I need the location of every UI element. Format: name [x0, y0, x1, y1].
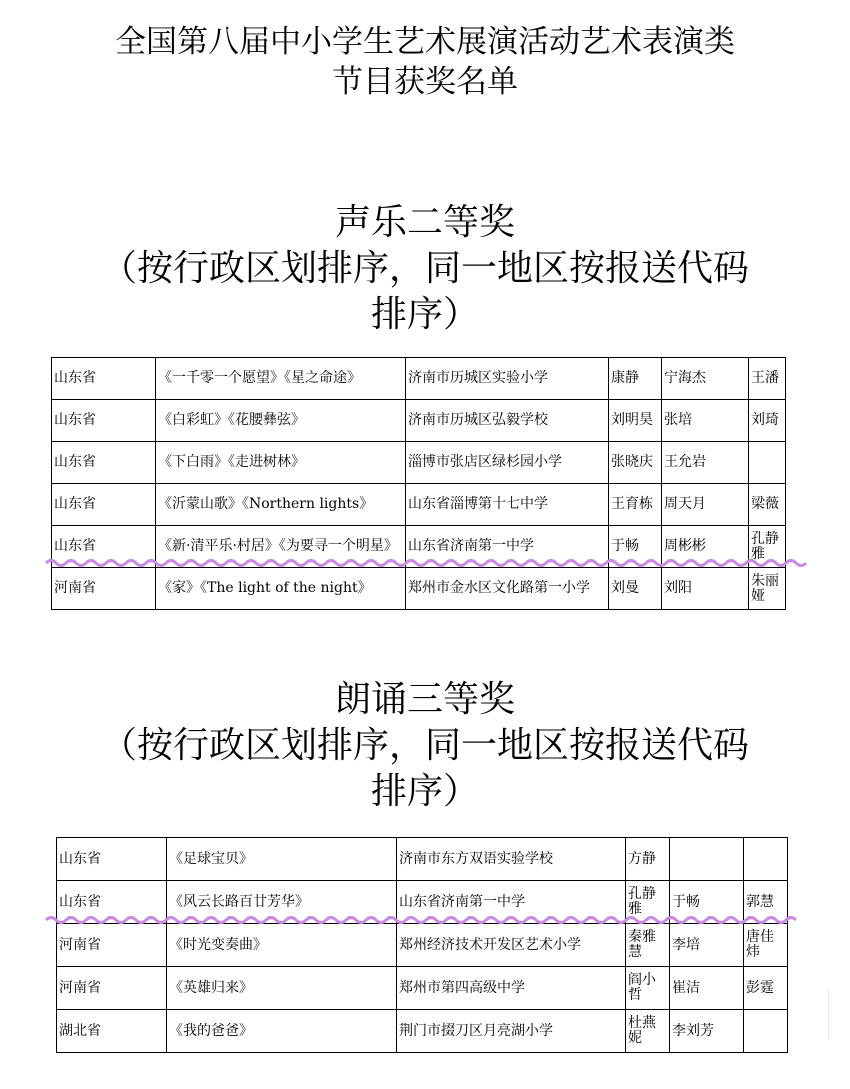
teacher-cell: 王潘	[749, 358, 786, 400]
school-cell: 荆门市掇刀区月亮湖小学	[397, 1010, 626, 1053]
region-cell: 湖北省	[57, 1010, 167, 1053]
teacher-cell	[744, 1010, 788, 1053]
teacher-cell: 周天月	[662, 484, 749, 526]
title-line-1: 全国第八届中小学生艺术展演活动艺术表演类	[115, 24, 735, 60]
teacher-cell	[744, 838, 788, 881]
school-cell: 郑州市第四高级中学	[397, 967, 626, 1010]
program-cell: 《沂蒙山歌》《Northern lights》	[156, 484, 406, 526]
program-cell: 《时光变奏曲》	[167, 924, 397, 967]
school-cell: 淄博市张店区绿杉园小学	[406, 442, 609, 484]
section-subtitle-line-1: （按行政区划排序，同一地区按报送代码	[100, 248, 749, 289]
teacher-cell: 阎小哲	[626, 967, 670, 1010]
section-subtitle-line-1: （按行政区划排序，同一地区按报送代码	[100, 725, 749, 766]
teacher-cell: 周彬彬	[662, 526, 749, 568]
table-row	[57, 924, 788, 967]
program-cell: 《新·清平乐·村居》《为要寻一个明星》	[156, 526, 406, 568]
table-row	[52, 358, 786, 400]
school-cell: 山东省济南第一中学	[397, 881, 626, 924]
teacher-cell	[670, 838, 744, 881]
table-row	[57, 838, 788, 881]
school-cell: 山东省济南第一中学	[406, 526, 609, 568]
section-subtitle-line-2: 排序）	[370, 771, 479, 812]
teacher-cell: 郭慧	[744, 881, 788, 924]
teacher-cell: 孔静雅	[626, 881, 670, 924]
table-body	[52, 358, 786, 610]
teacher-cell: 杜燕妮	[626, 1010, 670, 1053]
teacher-cell: 方静	[626, 838, 670, 881]
region-cell: 山东省	[57, 881, 167, 924]
region-cell: 山东省	[57, 838, 167, 881]
program-cell: 《下白雨》《走进树林》	[156, 442, 406, 484]
region-cell: 河南省	[52, 568, 156, 610]
teacher-cell: 刘琦	[749, 400, 786, 442]
teacher-cell: 朱丽娅	[749, 568, 786, 610]
program-cell: 《白彩虹》《花腰彝弦》	[156, 400, 406, 442]
teacher-cell: 刘阳	[662, 568, 749, 610]
program-cell: 《家》《The light of the night》	[156, 568, 406, 610]
squiggle-underline	[0, 913, 850, 927]
recitation-award-table	[56, 837, 788, 1053]
table-row	[52, 400, 786, 442]
table-row	[52, 442, 786, 484]
school-cell: 济南市历城区弘毅学校	[406, 400, 609, 442]
teacher-cell: 刘明昊	[609, 400, 662, 442]
teacher-cell: 王允岩	[662, 442, 749, 484]
document-title	[40, 22, 810, 102]
program-cell: 《足球宝贝》	[167, 838, 397, 881]
teacher-cell: 秦雅慧	[626, 924, 670, 967]
section-title: 朗诵三等奖	[334, 679, 515, 720]
program-cell: 《一千零一个愿望》《星之命途》	[156, 358, 406, 400]
program-cell: 《我的爸爸》	[167, 1010, 397, 1053]
region-cell: 山东省	[52, 526, 156, 568]
school-cell: 郑州市金水区文化路第一小学	[406, 568, 609, 610]
section-heading-vocal	[40, 200, 810, 338]
teacher-cell	[749, 442, 786, 484]
school-cell: 山东省淄博第十七中学	[406, 484, 609, 526]
teacher-cell: 梁薇	[749, 484, 786, 526]
school-cell: 济南市历城区实验小学	[406, 358, 609, 400]
table-row	[57, 1010, 788, 1053]
school-cell: 济南市东方双语实验学校	[397, 838, 626, 881]
squiggle-underline	[0, 556, 850, 570]
region-cell: 山东省	[52, 358, 156, 400]
scan-edge-mark	[828, 990, 829, 1040]
teacher-cell: 张晓庆	[609, 442, 662, 484]
teacher-cell: 刘曼	[609, 568, 662, 610]
teacher-cell: 于畅	[670, 881, 744, 924]
teacher-cell: 唐佳炜	[744, 924, 788, 967]
vocal-award-table	[51, 357, 786, 610]
teacher-cell: 李刘芳	[670, 1010, 744, 1053]
teacher-cell: 康静	[609, 358, 662, 400]
section-subtitle-line-2: 排序）	[370, 294, 479, 335]
region-cell: 山东省	[52, 484, 156, 526]
region-cell: 河南省	[57, 967, 167, 1010]
teacher-cell: 王育栋	[609, 484, 662, 526]
teacher-cell: 宁海杰	[662, 358, 749, 400]
region-cell: 山东省	[52, 442, 156, 484]
school-cell: 郑州经济技术开发区艺术小学	[397, 924, 626, 967]
section-title: 声乐二等奖	[334, 202, 515, 243]
title-line-2: 节目获奖名单	[332, 64, 518, 100]
table-body	[57, 838, 788, 1053]
teacher-cell: 于畅	[609, 526, 662, 568]
teacher-cell: 彭霆	[744, 967, 788, 1010]
teacher-cell: 李培	[670, 924, 744, 967]
region-cell: 河南省	[57, 924, 167, 967]
teacher-cell: 孔静雅	[749, 526, 786, 568]
table-row	[52, 568, 786, 610]
program-cell: 《英雄归来》	[167, 967, 397, 1010]
table-row	[52, 484, 786, 526]
region-cell: 山东省	[52, 400, 156, 442]
table-row	[57, 967, 788, 1010]
program-cell: 《风云长路百廿芳华》	[167, 881, 397, 924]
section-heading-recitation	[40, 677, 810, 815]
teacher-cell: 张培	[662, 400, 749, 442]
teacher-cell: 崔洁	[670, 967, 744, 1010]
